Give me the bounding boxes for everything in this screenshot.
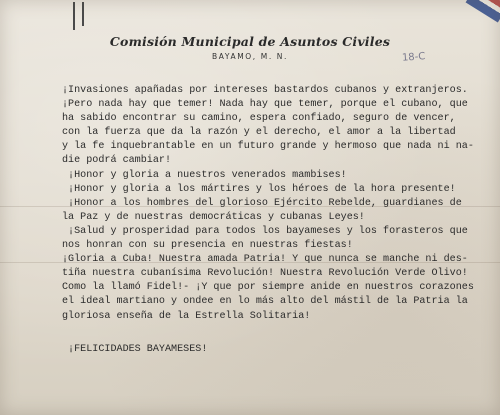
body-line: ¡Salud y prosperidad para todos los bayameses y los forasteros que — [62, 225, 468, 237]
letterhead-title: Comisión Municipal de Asuntos Civiles — [109, 34, 391, 49]
body-line: la Paz y de nuestras democráticas y cubanas Leyes! — [62, 211, 365, 223]
body-line: tiña nuestra cubanísima Revolución! Nuestra Revolución Verde Olivo! — [62, 268, 468, 280]
body-line: nos honran con su presencia en nuestras fiestas! — [62, 240, 353, 252]
body-line: ¡Pero nada hay que temer! Nada hay que temer, porque el cubano, que — [62, 99, 468, 111]
paragraph-gap — [62, 324, 492, 343]
proclamation-body — [62, 84, 492, 357]
body-line: die podrá cambiar! — [62, 155, 172, 167]
flag-corner-decoration — [466, 0, 500, 23]
body-line: gloriosa enseña de la Estrella Solitaria! — [62, 310, 311, 322]
body-line: ¡Honor a los hombres del glorioso Ejército Rebelde, guardianes de — [62, 197, 462, 209]
body-line: ¡Gloria a Cuba! Nuestra amada Patria! Y que nunca se manche ni des- — [62, 254, 468, 266]
letterhead-location: BAYAMO, M. N. — [212, 52, 288, 61]
handwritten-reference-note: 18-C — [401, 51, 426, 64]
body-line: ha sabido encontrar su camino, espera confiado, seguro de vencer, — [62, 113, 456, 125]
body-line: ¡Honor y gloria a nuestros venerados mambises! — [62, 169, 347, 181]
body-line: con la fuerza que da la razón y el derecho, el amor a la libertad — [62, 127, 456, 139]
body-line: el ideal martiano y ondee en lo más alto del mástil de la Patria la — [62, 296, 468, 308]
closing-line: ¡FELICIDADES BAYAMESES! — [62, 343, 208, 355]
body-line: y la fe inquebrantable en un futuro grande y hermoso que nada ni na- — [62, 141, 474, 153]
body-line: ¡Honor y gloria a los mártires y los héroes de la hora presente! — [62, 183, 456, 195]
body-line: Como la llamó Fidel!- ¡Y que por siempre anide en nuestros corazones — [62, 282, 474, 294]
staple-mark — [73, 2, 75, 30]
body-line: ¡Invasiones apañadas por intereses bastardos cubanos y extranjeros. — [62, 85, 468, 96]
staple-mark — [82, 2, 84, 26]
